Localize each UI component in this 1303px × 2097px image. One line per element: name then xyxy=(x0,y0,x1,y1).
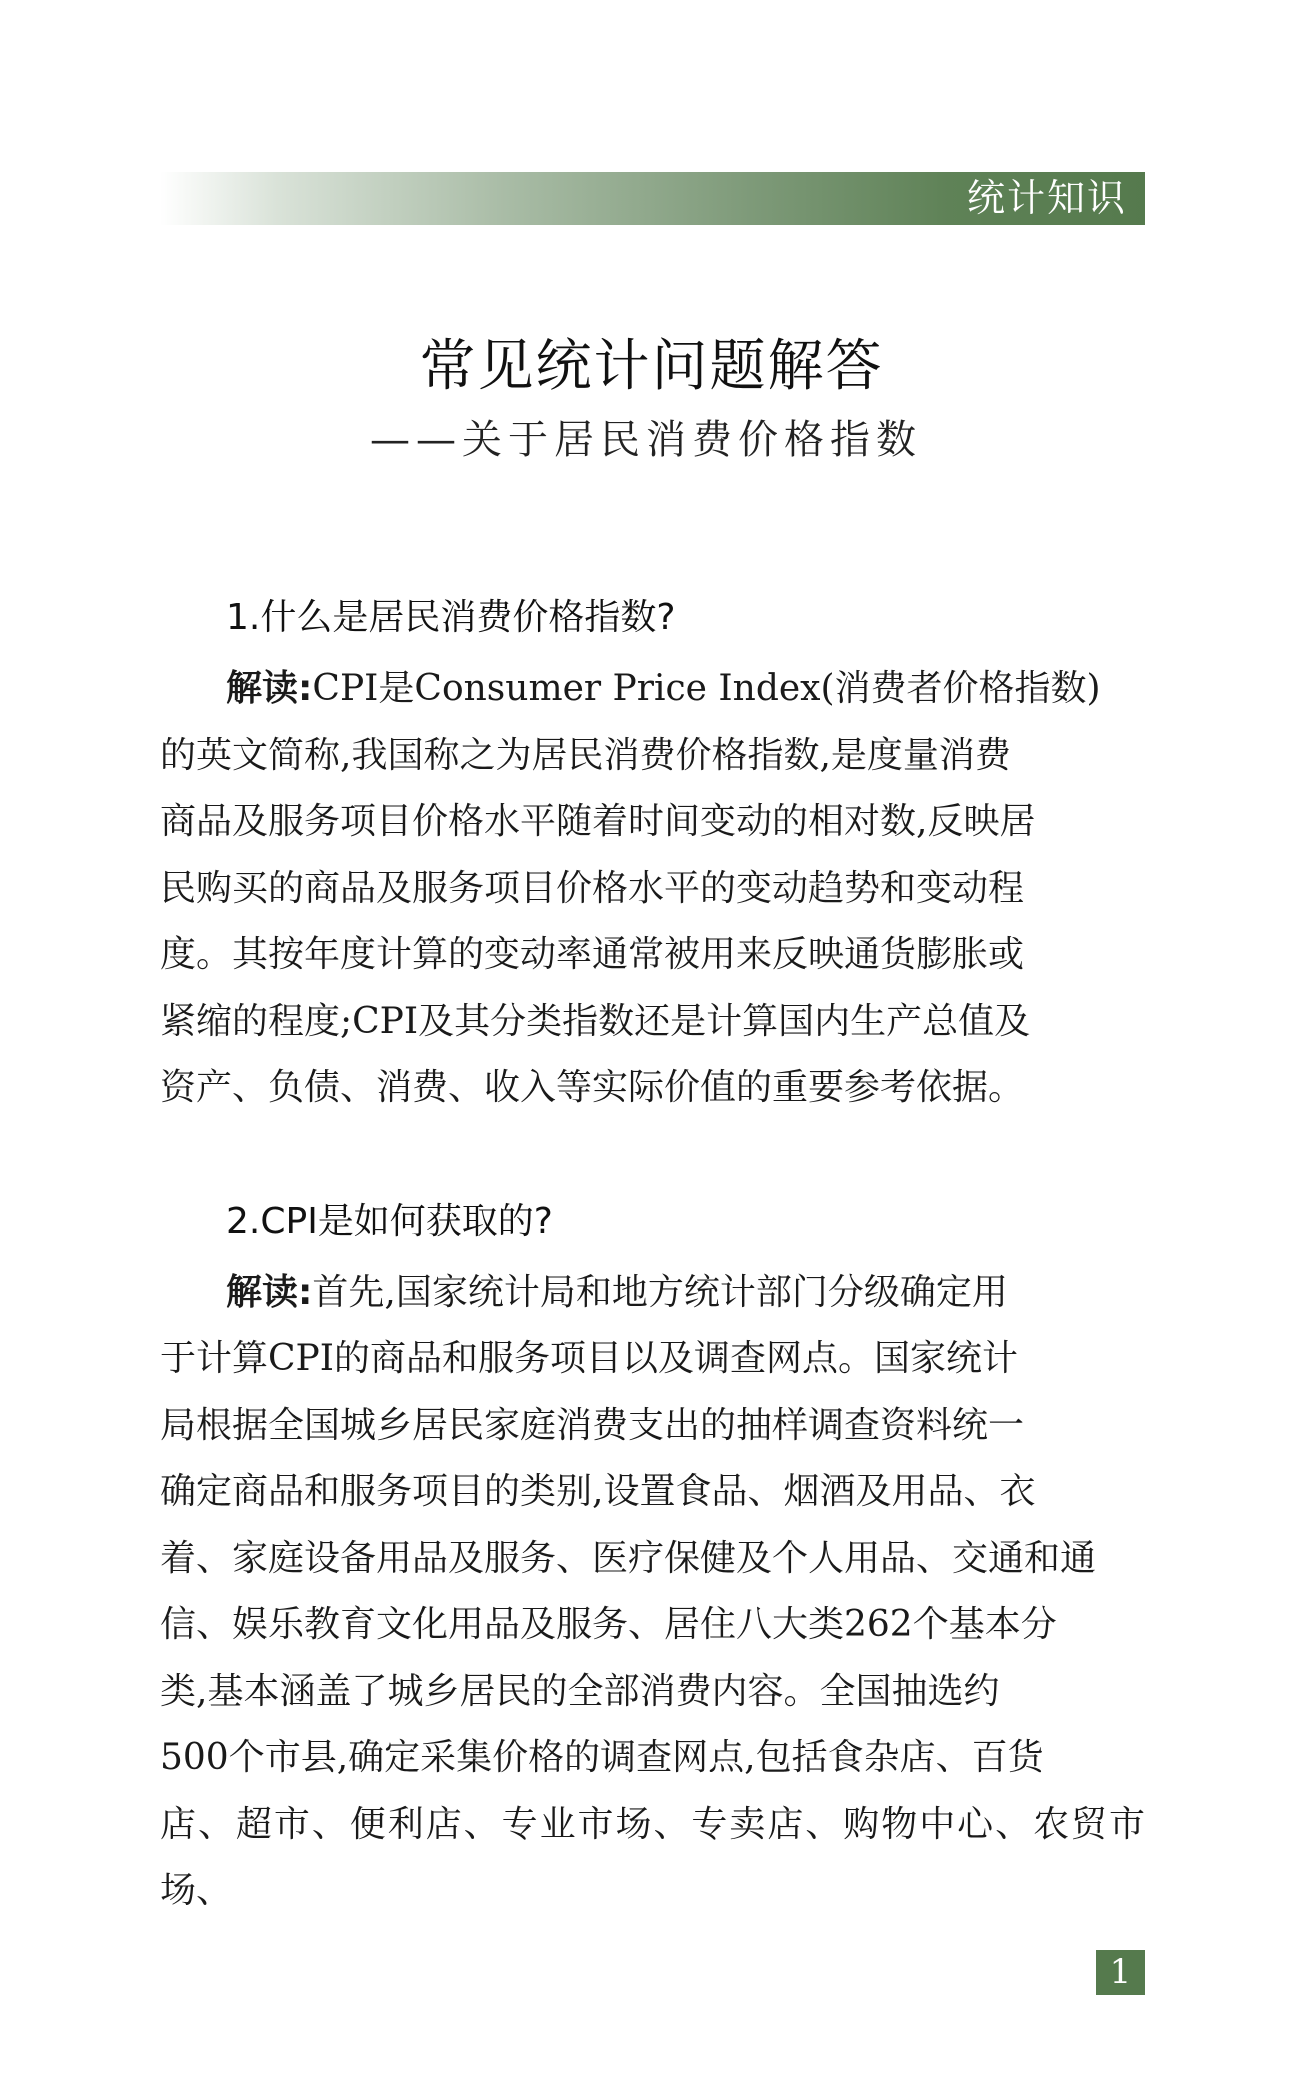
answer-lead: 解读: xyxy=(226,668,313,709)
answer-line: 民购买的商品及服务项目价格水平的变动趋势和变动程 xyxy=(160,867,1025,909)
page-number: 1 xyxy=(1096,1950,1145,1995)
answer-line: 度。其按年度计算的变动率通常被用来反映通货膨胀或 xyxy=(160,934,1025,975)
page-title: 常见统计问题解答 xyxy=(419,334,884,399)
question-heading: 1.什么是居民消费价格指数? xyxy=(226,597,676,638)
question-heading: 2.CPI是如何获取的? xyxy=(226,1200,553,1242)
answer-line: 着、家庭设备用品及服务、医疗保健及个人用品、交通和通 xyxy=(160,1537,1097,1579)
article-body xyxy=(160,590,1145,1997)
answer-line: 类,基本涵盖了城乡居民的全部消费内容。全国抽选约 xyxy=(160,1670,1000,1712)
answer-line: 局根据全国城乡居民家庭消费支出的抽样调查资料统一 xyxy=(160,1404,1025,1446)
answer-line: 的英文简称,我国称之为居民消费价格指数,是度量消费 xyxy=(160,734,1011,776)
answer-line: 资产、负债、消费、收入等实际价值的重要参考依据。 xyxy=(160,1067,1025,1108)
answer-line: 商品及服务项目价格水平随着时间变动的相对数,反映居 xyxy=(160,801,1036,842)
answer-line: 信、娱乐教育文化用品及服务、居住八大类262个基本分 xyxy=(160,1604,1057,1645)
qa-block-1 xyxy=(160,590,1145,1122)
answer-line: 解读:CPI是Consumer Price Index(消费者价格指数) xyxy=(226,668,1101,709)
answer-line: 确定商品和服务项目的类别,设置食品、烟酒及用品、衣 xyxy=(160,1471,1036,1512)
answer-lead: 解读: xyxy=(226,1271,313,1313)
answer-line: 店、超市、便利店、专业市场、专卖店、购物中心、农贸市场、 xyxy=(160,1803,1145,1911)
section-header-band xyxy=(160,172,1145,225)
answer-line: 500个市县,确定采集价格的调查网点,包括食杂店、百货 xyxy=(160,1737,1044,1778)
answer-line: 解读:首先,国家统计局和地方统计部门分级确定用 xyxy=(226,1271,1008,1313)
qa-block-2 xyxy=(160,1194,1145,1925)
section-label: 统计知识 xyxy=(966,176,1127,220)
answer-line: 于计算CPI的商品和服务项目以及调查网点。国家统计 xyxy=(160,1338,1018,1379)
answer-line: 紧缩的程度;CPI及其分类指数还是计算国内生产总值及 xyxy=(160,1000,1031,1042)
page-subtitle: ——关于居民消费价格指数 xyxy=(370,417,922,463)
